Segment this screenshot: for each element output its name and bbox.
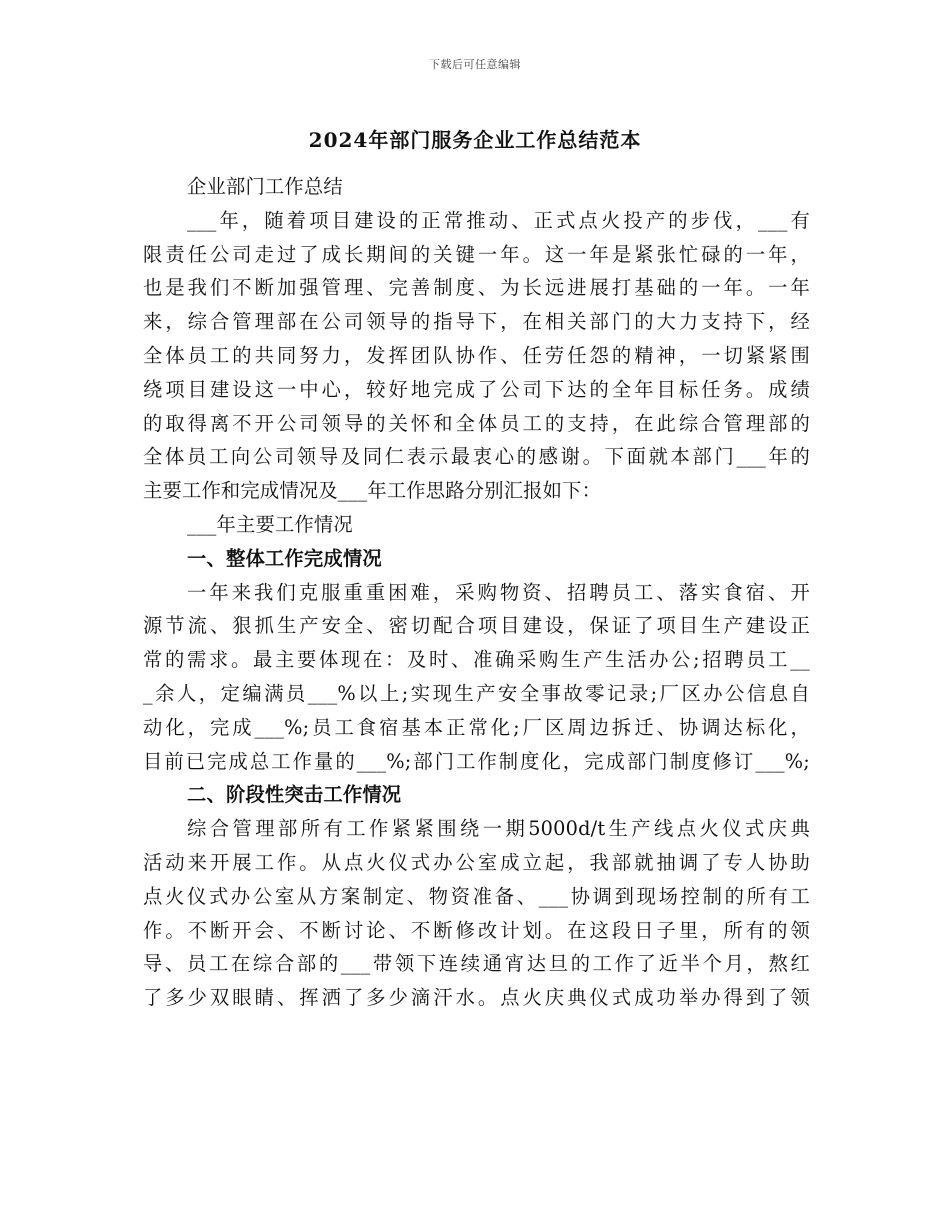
paragraph-line: 活动来开展工作。从点火仪式办公室成立起，我部就抽调了专人协助 (143, 850, 810, 874)
paragraph-line: 主要工作和完成情况及___年工作思路分别汇报如下： (143, 479, 602, 503)
paragraph-line: 点火仪式办公室从方案制定、物资准备、___协调到现场控制的所有工 (143, 884, 810, 908)
paragraph-line: 作。不断开会、不断讨论、不断修改计划。在这段日子里，所有的领 (143, 918, 810, 942)
paragraph-line: 常的需求。最主要体现在：及时、准确采购生产生活办公;招聘员工__ (143, 648, 810, 672)
paragraph-line: 全体员工的共同努力，发挥团队协作、任劳任怨的精神，一切紧紧围 (143, 343, 810, 367)
paragraph-line: ___年，随着项目建设的正常推动、正式点火投产的步伐，___有 (187, 208, 810, 232)
document-title: 2024年部门服务企业工作总结范本 (308, 128, 642, 152)
paragraph-line: 来，综合管理部在公司领导的指导下，在相关部门的大力支持下，经 (143, 310, 810, 334)
section-heading: 二、阶段性突击工作情况 (187, 783, 402, 807)
paragraph-line: 全体员工向公司领导及同仁表示最衷心的感谢。下面就本部门___年的 (143, 445, 810, 469)
paragraph-line: ___年主要工作情况 (187, 512, 353, 536)
paragraph-line: 也是我们不断加强管理、完善制度、为长远进展打基础的一年。一年 (143, 276, 810, 300)
paragraph-line: 了多少双眼睛、挥洒了多少滴汗水。点火庆典仪式成功举办得到了领 (143, 986, 810, 1010)
paragraph-line: 限责任公司走过了成长期间的关键一年。这一年是紧张忙碌的一年， (143, 242, 810, 266)
paragraph-line: 绕项目建设这一中心，较好地完成了公司下达的全年目标任务。成绩 (143, 377, 810, 401)
paragraph-line: 企业部门工作总结 (187, 175, 343, 198)
document-body (143, 170, 810, 1015)
paragraph-line: 目前已完成总工作量的___%;部门工作制度化，完成部门制度修订___%; (143, 749, 810, 773)
paragraph-line: 的取得离不开公司领导的关怀和全体员工的支持，在此综合管理部的 (143, 411, 810, 435)
paragraph-line: 综合管理部所有工作紧紧围绕一期5000d/t生产线点火仪式庆典 (187, 817, 810, 841)
paragraph-line: 动化，完成___%;员工食宿基本正常化;厂区周边拆迁、协调达标化， (143, 715, 810, 739)
header-note: 下载后可任意编辑 (429, 58, 521, 71)
paragraph-line: 源节流、狠抓生产安全、密切配合项目建设，保证了项目生产建设正 (143, 614, 810, 638)
section-heading: 一、整体工作完成情况 (187, 546, 382, 570)
paragraph-line: _余人，定编满员___%以上;实现生产安全事故零记录;厂区办公信息自 (143, 681, 810, 705)
paragraph-line: 一年来我们克服重重困难，采购物资、招聘员工、落实食宿、开 (187, 580, 810, 604)
paragraph-line: 导、员工在综合部的___带领下连续通宵达旦的工作了近半个月，熬红 (143, 952, 810, 976)
